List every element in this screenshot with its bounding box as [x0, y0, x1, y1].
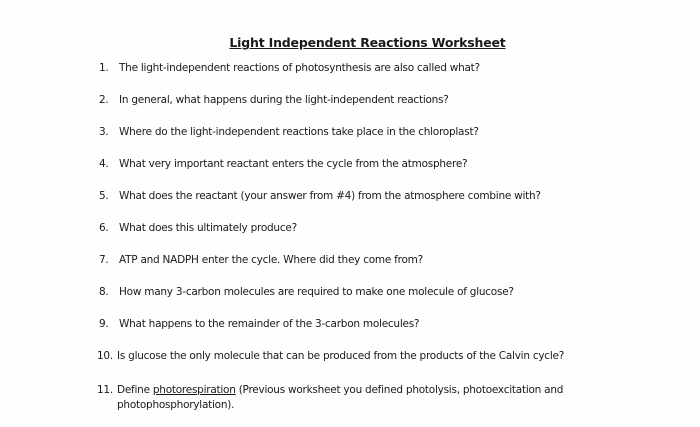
question-text — [117, 383, 597, 413]
question-8 — [99, 285, 579, 300]
worksheet-title: Light Independent Reactions Worksheet — [229, 35, 506, 50]
question-number: 7. — [99, 254, 109, 266]
question-2 — [99, 93, 579, 108]
question-1 — [99, 61, 579, 76]
question-5 — [99, 189, 579, 204]
question-text: Is glucose the only molecule that can be produced from the products of the Calvin cycle? — [117, 350, 565, 362]
question-prefix: Define — [117, 384, 153, 396]
question-number: 1. — [99, 62, 109, 74]
question-number: 10. — [97, 350, 113, 362]
question-continuation: (Previous worksheet you defined photolysis, photoexcitation and photophosphorylation). — [117, 384, 564, 411]
question-text: What happens to the remainder of the 3-carbon molecules? — [119, 318, 420, 330]
question-text: In general, what happens during the light-independent reactions? — [119, 94, 449, 106]
question-number: 3. — [99, 126, 109, 138]
question-text: How many 3-carbon molecules are required to make one molecule of glucose? — [119, 286, 514, 298]
question-7 — [99, 253, 579, 268]
question-number: 2. — [99, 94, 109, 106]
question-10 — [97, 349, 597, 364]
question-number: 11. — [97, 384, 113, 396]
question-number: 4. — [99, 158, 109, 170]
question-text: What does the reactant (your answer from #4) from the atmosphere combine with? — [119, 190, 541, 202]
underlined-term: photorespiration — [152, 384, 236, 396]
question-text: ATP and NADPH enter the cycle. Where did they come from? — [119, 254, 423, 266]
question-text: What does this ultimately produce? — [119, 222, 297, 234]
question-number: 5. — [99, 190, 109, 202]
question-number: 6. — [99, 222, 109, 234]
question-9 — [99, 317, 579, 332]
question-11 — [97, 383, 597, 413]
question-text: Where do the light-independent reactions take place in the chloroplast? — [119, 126, 479, 138]
question-number: 8. — [99, 286, 109, 298]
question-6 — [99, 221, 579, 236]
question-3 — [99, 125, 579, 140]
question-4 — [99, 157, 579, 172]
question-text: The light-independent reactions of photosynthesis are also called what? — [119, 62, 480, 74]
question-text: What very important reactant enters the cycle from the atmosphere? — [119, 158, 468, 170]
question-number: 9. — [99, 318, 109, 330]
